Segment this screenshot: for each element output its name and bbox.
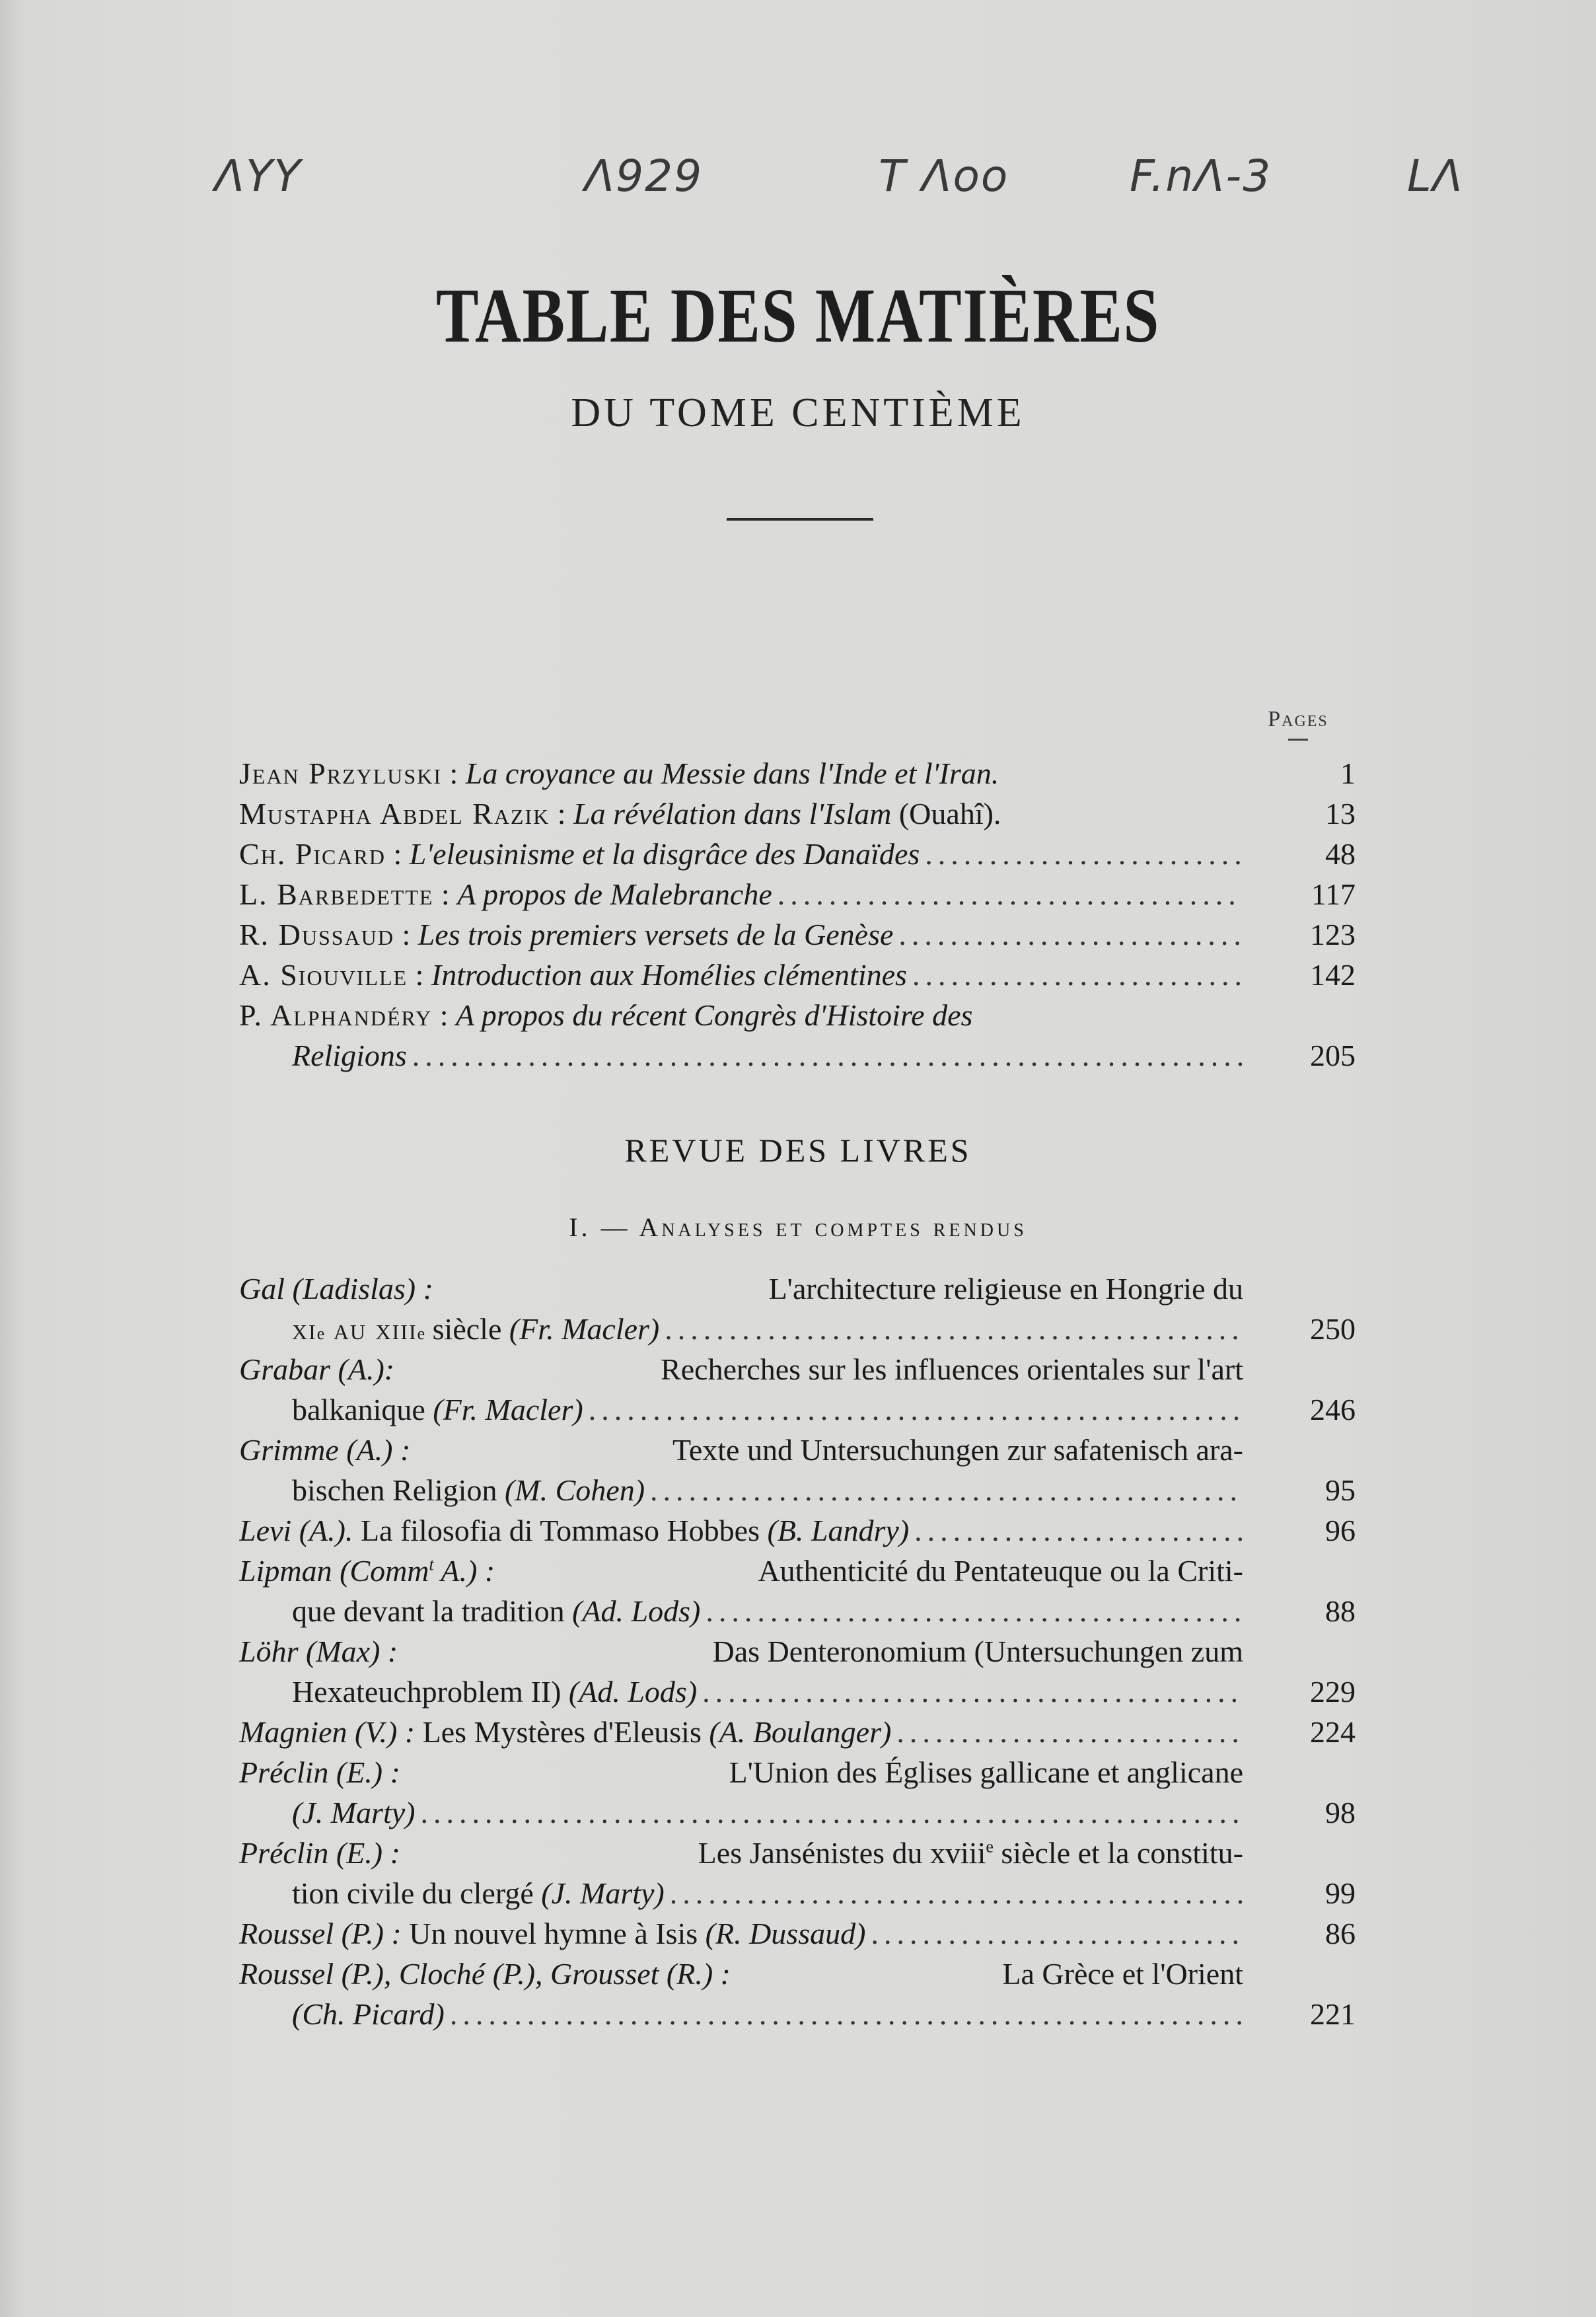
review-author: Préclin (E.) :: [239, 1755, 400, 1789]
century: au xiii: [324, 1312, 417, 1346]
article-entry[interactable]: [239, 793, 1356, 834]
article-title: La révélation dans l'Islam: [573, 797, 892, 830]
page-number: 250: [1310, 1312, 1356, 1346]
reviewer: (J. Marty): [292, 1796, 416, 1829]
article-author: P. Alphandéry: [239, 998, 433, 1032]
review-entry[interactable]: [239, 1954, 1356, 2034]
review-entry[interactable]: [239, 1551, 1356, 1631]
reviewer: (A. Boulanger): [709, 1715, 892, 1749]
reviewer: (J. Marty): [541, 1876, 665, 1910]
leader-dots: [912, 955, 1243, 995]
article-title-continued: Religions: [292, 1039, 407, 1072]
separator: :: [550, 797, 574, 830]
article-author: Mustapha Abdel Razik: [239, 797, 550, 830]
page-number: 99: [1325, 1876, 1356, 1910]
review-author: Magnien (V.) :: [239, 1715, 416, 1749]
review-title: Texte und Untersuchungen zur safatenisch ara-: [672, 1433, 1243, 1467]
title-part: siècle et la constitu-: [993, 1836, 1243, 1870]
leader-dots: [412, 1035, 1243, 1076]
page-subtitle: DU TOME CENTIÈME: [571, 390, 1025, 435]
title-divider: [727, 518, 873, 521]
review-author: Gal (Ladislas) :: [239, 1272, 433, 1306]
review-entry[interactable]: [239, 1430, 1356, 1510]
space: [402, 1913, 410, 1954]
reviewer: (Fr. Macler): [509, 1312, 660, 1346]
leader-dots: [896, 1712, 1243, 1752]
review-title-continued: bischen Religion: [292, 1473, 505, 1507]
page-number: 88: [1325, 1594, 1356, 1628]
separator: :: [433, 877, 458, 911]
review-author: Préclin (E.) :: [239, 1836, 400, 1870]
review-entry[interactable]: [239, 1712, 1356, 1752]
review-author: Grimme (A.) :: [239, 1433, 411, 1467]
reviewer: (Ad. Lods): [572, 1594, 701, 1628]
review-title: Un nouvel hymne à Isis: [409, 1917, 706, 1950]
review-entry[interactable]: [239, 1913, 1356, 1954]
page-number: 117: [1311, 877, 1356, 911]
reviewer: (Ch. Picard): [292, 1997, 445, 2031]
review-author: [239, 1551, 495, 1591]
article-entry[interactable]: [239, 874, 1356, 914]
article-title: A propos du récent Congrès d'Histoire des: [455, 998, 973, 1032]
page-number: 205: [1310, 1039, 1356, 1072]
reviewer: (R. Dussaud): [705, 1917, 866, 1950]
pages-underline: [1288, 739, 1308, 741]
review-author: Roussel (P.), Cloché (P.), Grousset (R.) :: [239, 1957, 731, 1991]
pages-label: Pages: [1268, 707, 1328, 731]
space: [353, 1510, 361, 1551]
separator: :: [432, 998, 456, 1032]
page-number: 13: [1325, 797, 1356, 830]
page-number: 221: [1310, 1997, 1356, 2031]
article-author: L. Barbedette: [239, 877, 434, 911]
leader-dots: [420, 1792, 1243, 1833]
author-name: Lipman (Comm: [239, 1554, 429, 1588]
handwritten-volume: T Λoo: [879, 151, 1009, 202]
article-author: R. Dussaud: [239, 918, 394, 951]
separator: :: [441, 756, 466, 790]
page-number: 96: [1325, 1514, 1356, 1547]
review-title-continued: siècle: [425, 1312, 509, 1346]
review-entry[interactable]: Gal (Ladislas) : L'architecture religieuse en Hongrie du xi e au xiii e siècle (Fr. Macler) ..... 250: [239, 1269, 1356, 1349]
review-title-continued: balkanique: [292, 1393, 433, 1426]
review-author: Grabar (A.):: [239, 1352, 395, 1386]
space: [415, 1712, 423, 1752]
review-title: Les Mystères d'Eleusis: [422, 1715, 709, 1749]
separator: :: [394, 918, 418, 951]
article-author: A. Siouville: [239, 958, 408, 992]
review-entry[interactable]: [239, 1752, 1356, 1833]
review-title-continued: que devant la tradition: [292, 1594, 573, 1628]
superscript: e: [986, 1837, 994, 1857]
reviewer: (B. Landry): [767, 1514, 910, 1547]
article-entry[interactable]: [239, 834, 1356, 874]
review-title: L'architecture religieuse en Hongrie du: [768, 1272, 1243, 1306]
page-number: 48: [1325, 837, 1356, 871]
article-author: Jean Przyluski: [239, 756, 442, 790]
title-part: Les Jansénistes du xviii: [698, 1836, 986, 1870]
page-number: 142: [1310, 958, 1356, 992]
article-entry[interactable]: [239, 995, 1356, 1076]
page-number: 229: [1310, 1675, 1356, 1709]
page-number: 246: [1310, 1393, 1356, 1426]
leader-dots: [871, 1913, 1243, 1954]
page-number: 224: [1310, 1715, 1356, 1749]
review-title: Recherches sur les influences orientales sur l'art: [661, 1352, 1243, 1386]
review-author: Löhr (Max) :: [239, 1635, 398, 1668]
page-title: TABLE DES MATIÈRES: [436, 272, 1160, 359]
leader-dots: [450, 1994, 1243, 2034]
subsection-heading: I. — Analyses et comptes rendus: [569, 1212, 1027, 1242]
review-entry[interactable]: [239, 1510, 1356, 1551]
leader-dots: [670, 1873, 1243, 1913]
page-number: 123: [1310, 918, 1356, 951]
separator: :: [385, 837, 410, 871]
leader-dots: [778, 874, 1243, 914]
handwritten-mark-5: LΛ: [1407, 151, 1464, 202]
leader-dots: [702, 1672, 1243, 1712]
century: xi: [292, 1312, 317, 1346]
page-number: 95: [1325, 1473, 1356, 1507]
review-title: [698, 1833, 1243, 1873]
section-heading: REVUE DES LIVRES: [624, 1132, 972, 1169]
review-title: La filosofia di Tommaso Hobbes: [360, 1514, 768, 1547]
handwritten-issue: F.nΛ-3: [1130, 151, 1272, 202]
separator: :: [408, 958, 431, 992]
review-author: Levi (A.).: [239, 1514, 353, 1547]
article-title: Introduction aux Homélies clémentines: [431, 958, 907, 992]
superscript: t: [429, 1555, 434, 1574]
review-entry[interactable]: [239, 1349, 1356, 1430]
articles-list: [239, 753, 1356, 1076]
page-number: 1: [1340, 756, 1356, 790]
article-entry[interactable]: [239, 955, 1356, 995]
review-title: Das Denteronomium (Untersuchungen zum: [712, 1635, 1243, 1668]
review-entry[interactable]: [239, 1833, 1356, 1913]
leader-dots: [914, 1510, 1243, 1551]
article-author: Ch. Picard: [239, 837, 386, 871]
article-title-extra: (Ouahî).: [891, 797, 1001, 830]
leader-dots: [650, 1470, 1243, 1510]
page-number: 86: [1325, 1917, 1356, 1950]
article-entry[interactable]: [239, 753, 1356, 793]
review-author: Roussel (P.) :: [239, 1917, 402, 1950]
handwritten-year: Λ929: [585, 151, 704, 202]
leader-dots: [706, 1591, 1243, 1631]
review-title: La Grèce et l'Orient: [1002, 1957, 1243, 1991]
reviews-list: [239, 1269, 1356, 2034]
review-title-continued: Hexateuchproblem II): [292, 1675, 569, 1709]
leader-dots: [665, 1309, 1243, 1349]
review-title: Authenticité du Pentateuque ou la Criti-: [758, 1554, 1243, 1588]
reviewer: (Ad. Lods): [568, 1675, 698, 1709]
article-title: L'eleusinisme et la disgrâce des Danaïdes: [409, 837, 920, 871]
review-entry[interactable]: [239, 1631, 1356, 1712]
pages-column-header: [1242, 707, 1354, 741]
reviewer: (Fr. Macler): [433, 1393, 583, 1426]
article-title: Les trois premiers versets de la Genèse: [417, 918, 894, 951]
author-initial: A.) :: [433, 1554, 495, 1588]
handwritten-mark-1: ΛΥΥ: [215, 151, 302, 202]
review-title: L'Union des Églises gallicane et anglicane: [729, 1755, 1243, 1789]
page-number: 98: [1325, 1796, 1356, 1829]
leader-dots: [898, 914, 1243, 955]
article-title: La croyance au Messie dans l'Inde et l'Iran.: [465, 756, 999, 790]
article-title: A propos de Malebranche: [457, 877, 772, 911]
reviewer: (M. Cohen): [504, 1473, 645, 1507]
article-entry[interactable]: [239, 914, 1356, 955]
leader-dots: [589, 1389, 1243, 1430]
review-title-continued: tion civile du clergé: [292, 1876, 542, 1910]
leader-dots: [925, 834, 1243, 874]
